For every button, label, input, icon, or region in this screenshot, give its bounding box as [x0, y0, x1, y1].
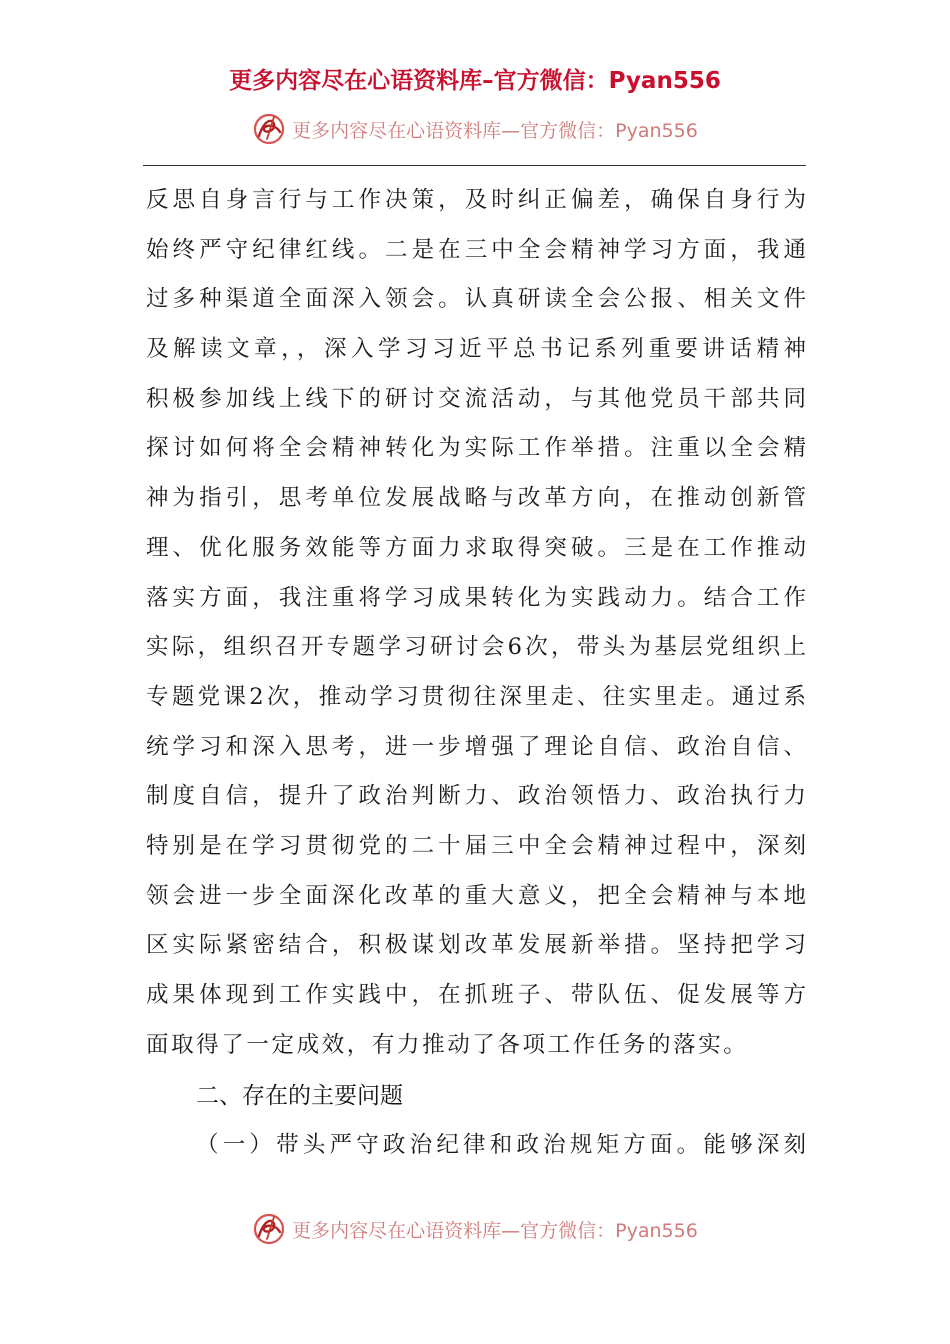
text-line: 过多种渠道全面深入领会。认真研读全会公报、相关文件: [146, 286, 806, 313]
watermark-text: 更多内容尽在心语资料库—官方微信：Pyan556: [292, 119, 698, 142]
footer-watermark: [0, 1212, 950, 1246]
text-line: 积极参加线上线下的研讨交流活动，与其他党员干部共同: [146, 385, 806, 412]
text-line: 成果体现到工作实践中，在抓班子、带队伍、促发展等方: [146, 982, 806, 1008]
text-line: 制度自信，提升了政治判断力、政治领悟力、政治执行力: [146, 783, 806, 810]
watermark-text: 更多内容尽在心语资料库—官方微信：Pyan556: [292, 1219, 698, 1242]
subsection-paragraph: （一）带头严守政治纪律和政治规矩方面。能够深刻: [196, 1132, 806, 1158]
text-line: 专题党课2次，推动学习贯彻往深里走、往实里走。通过系: [146, 683, 806, 710]
top-banner: 更多内容尽在心语资料库–官方微信：Pyan556: [229, 68, 721, 94]
text-line: 领会进一步全面深化改革的重大意义，把全会精神与本地: [146, 882, 806, 909]
header-watermark: [0, 112, 950, 146]
text-line: 落实方面，我注重将学习成果转化为实践动力。结合工作: [146, 584, 806, 611]
header-divider: [143, 165, 806, 166]
text-line: 及解读文章，，深入学习习近平总书记系列重要讲话精神: [146, 336, 806, 363]
signature-logo-icon: [252, 1212, 286, 1246]
text-line: 实际，组织召开专题学习研讨会6次，带头为基层党组织上: [146, 634, 806, 661]
text-line: 探讨如何将全会精神转化为实际工作举措。注重以全会精: [146, 435, 806, 462]
text-line: 神为指引，思考单位发展战略与改革方向，在推动创新管: [146, 485, 806, 512]
text-line: 面取得了一定成效，有力推动了各项工作任务的落实。: [146, 1031, 749, 1058]
text-line: 统学习和深入思考，进一步增强了理论自信、政治自信、: [146, 733, 806, 760]
text-line: 特别是在学习贯彻党的二十届三中全会精神过程中，深刻: [146, 832, 806, 859]
text-line: 反思自身言行与工作决策，及时纠正偏差，确保自身行为: [146, 187, 806, 213]
text-line: 始终严守纪律红线。二是在三中全会精神学习方面，我通: [146, 236, 806, 263]
signature-logo-icon: [252, 112, 286, 146]
text-line: 区实际紧密结合，积极谋划改革发展新举措。坚持把学习: [146, 932, 806, 959]
body-paragraph: [146, 176, 806, 1070]
text-line: 理、优化服务效能等方面力求取得突破。三是在工作推动: [146, 534, 806, 561]
section-heading: 二、存在的主要问题: [196, 1083, 403, 1109]
